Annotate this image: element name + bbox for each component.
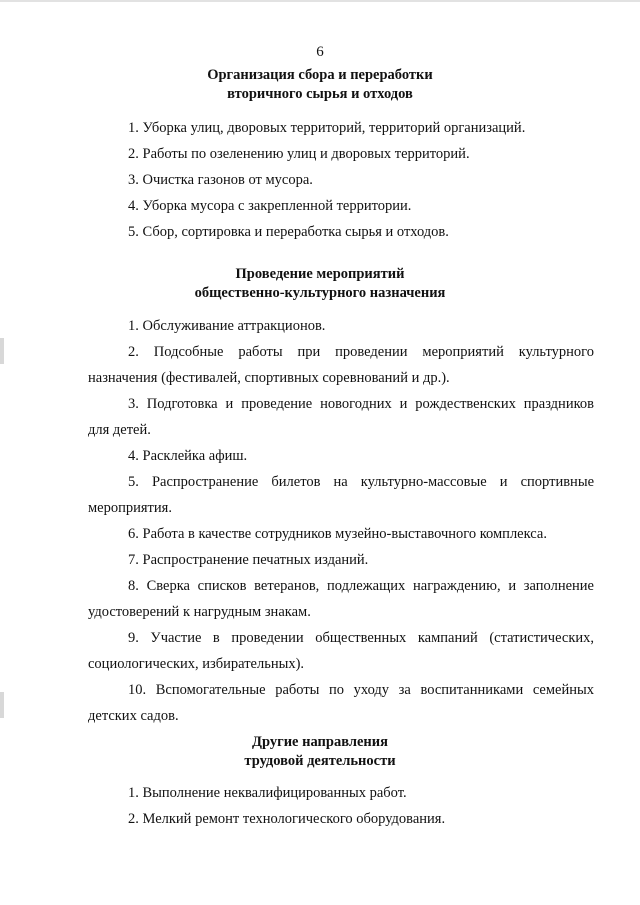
section-heading-cultural-events — [0, 265, 640, 303]
list-item: 4. Уборка мусора с закрепленной территории. — [128, 198, 412, 214]
scan-edge-mark — [0, 692, 4, 718]
list-item-continuation: мероприятия. — [88, 500, 172, 516]
heading-line: Организация сбора и переработки — [207, 67, 433, 83]
list-item: 8. Сверка списков ветеранов, подлежащих награждению, и заполнение — [128, 578, 594, 594]
list-item-continuation: детских садов. — [88, 708, 179, 724]
heading-line: вторичного сырья и отходов — [227, 86, 413, 102]
list-item: 3. Подготовка и проведение новогодних и рождественских праздников — [128, 396, 594, 412]
list-item: 2. Работы по озеленению улиц и дворовых территорий. — [128, 146, 470, 162]
section-heading-recycling — [0, 66, 640, 104]
scan-edge-mark — [0, 338, 4, 364]
list-item: 3. Очистка газонов от мусора. — [128, 172, 313, 188]
section-heading-other-activities — [0, 733, 640, 771]
list-item: 1. Уборка улиц, дворовых территорий, территорий организаций. — [128, 120, 526, 136]
heading-line: трудовой деятельности — [244, 753, 396, 769]
scan-top-edge — [0, 0, 640, 2]
list-item: 5. Распространение билетов на культурно-массовые и спортивные — [128, 474, 594, 490]
list-item: 4. Расклейка афиш. — [128, 448, 248, 464]
heading-line: Другие направления — [252, 734, 388, 750]
list-item: 2. Подсобные работы при проведении мероприятий культурного — [128, 344, 594, 360]
list-item: 1. Выполнение неквалифицированных работ. — [128, 785, 407, 801]
list-item: 9. Участие в проведении общественных кампаний (статистических, — [128, 630, 594, 646]
list-item-continuation: удостоверений к нагрудным знакам. — [88, 604, 311, 620]
list-item: 2. Мелкий ремонт технологического оборудования. — [128, 811, 446, 827]
list-item: 5. Сбор, сортировка и переработка сырья и отходов. — [128, 224, 449, 240]
heading-line: Проведение мероприятий — [235, 266, 405, 282]
list-item-continuation: социологических, избирательных). — [88, 656, 305, 672]
list-item: 10. Вспомогательные работы по уходу за воспитанниками семейных — [128, 682, 594, 698]
list-item: 7. Распространение печатных изданий. — [128, 552, 369, 568]
list-item-continuation: для детей. — [88, 422, 151, 438]
heading-line: общественно-культурного назначения — [194, 285, 446, 301]
list-item: 1. Обслуживание аттракционов. — [128, 318, 326, 334]
list-item: 6. Работа в качестве сотрудников музейно-выставочного комплекса. — [128, 526, 547, 542]
list-item-continuation: назначения (фестивалей, спортивных соревнований и др.). — [88, 370, 450, 386]
page-number: 6 — [316, 44, 324, 60]
